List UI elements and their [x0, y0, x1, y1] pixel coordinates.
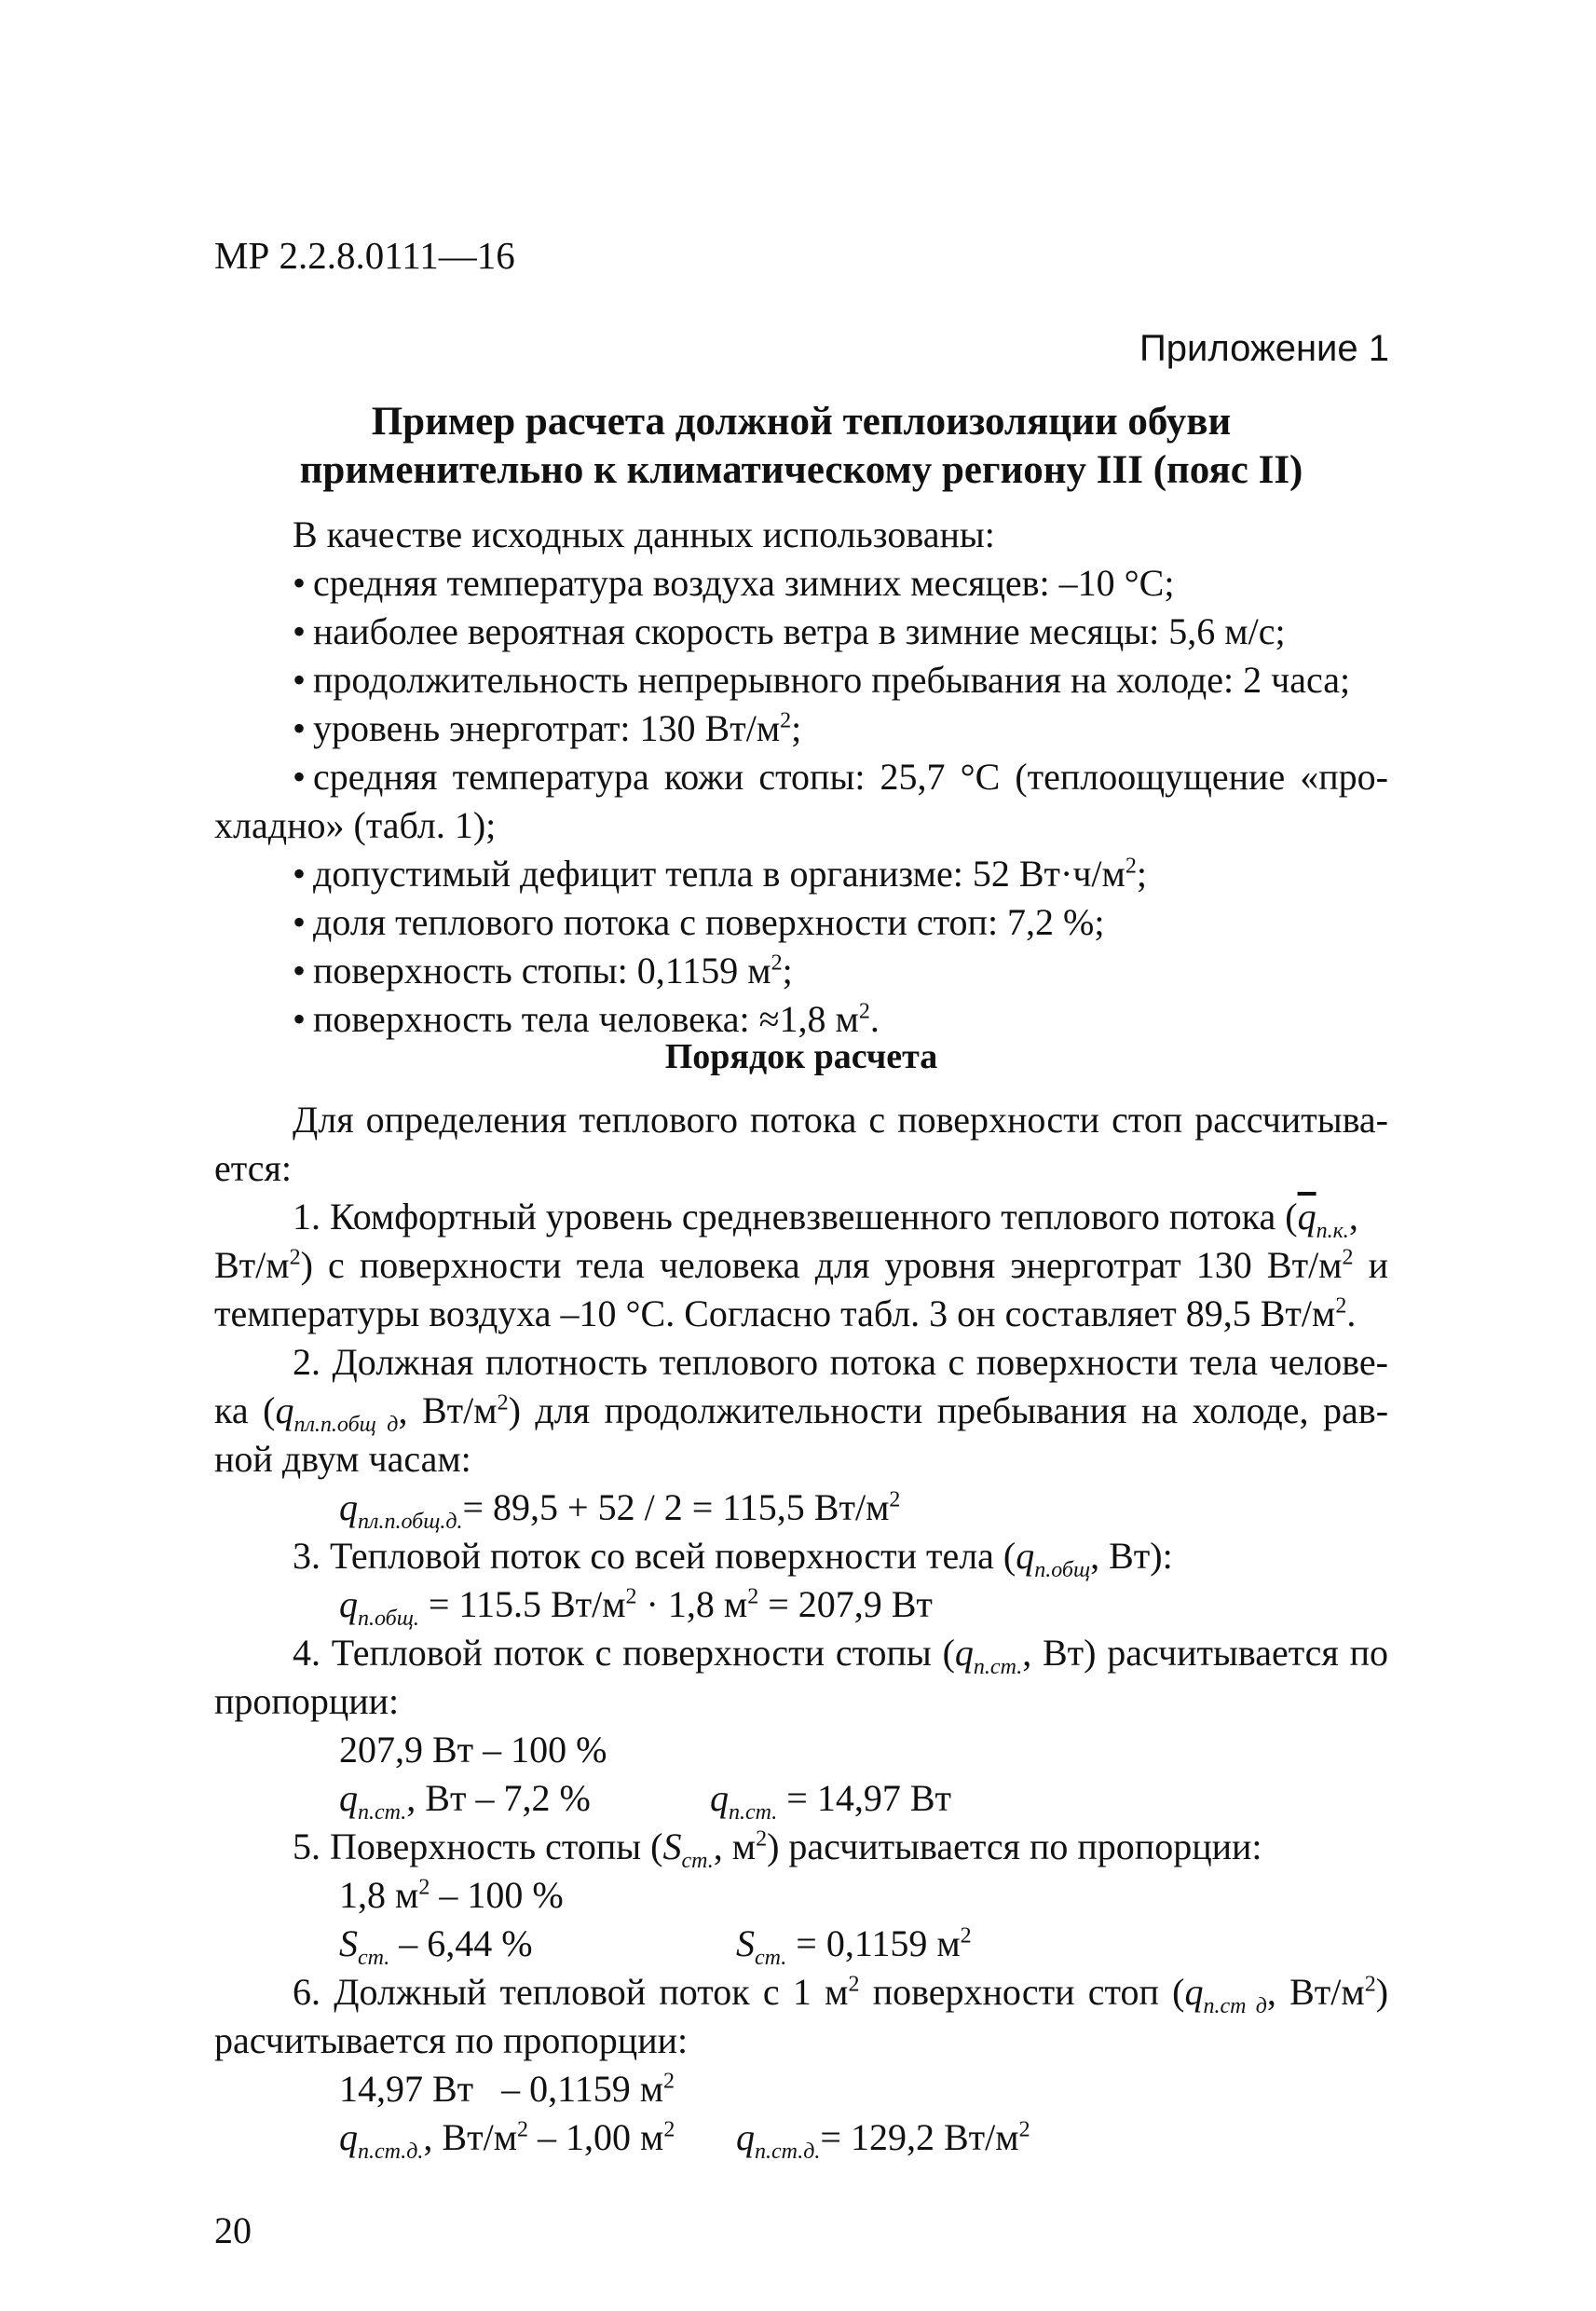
bullet-icon: •	[293, 998, 307, 1040]
step-2-line-1: 2. Должная плотность теплового потока с поверхности тела челове-	[293, 1341, 1388, 1383]
bullet-icon: •	[293, 901, 307, 943]
step-2-line-3: ной двум часам:	[214, 1438, 471, 1480]
procedure-intro-cont: ется:	[214, 1147, 292, 1189]
formula-4b: $S_{ст.} - 6,44$ %	[339, 1922, 533, 1970]
formula-2: $q_{п.общ.} = 115.5$ $Вт/м^2 \cdot 1,8$ $м^2 = 207,9$ Вт	[339, 1583, 933, 1631]
step-1-line-1: 1. Комфортный уровень средневзвешенного теплового потока ($\overline{q}_{п.к.}$,	[293, 1196, 1358, 1243]
step-1-line-2: $Вт/м^2$) с поверхности тела человека для уровня энерготрат 130 $Вт/м^2$ и	[214, 1244, 1388, 1286]
bullet-air-temperature: • средняя температура воздуха зимних месяцев: –10 °С;	[293, 562, 1175, 604]
formula-4c: $S_{ст.} = 0,1159$ $м^2$	[736, 1922, 972, 1970]
step-6-line-1: 6. Должный тепловой поток с 1 $м^2$ поверхности стоп ($q_{п.ст д}$, $Вт/м^2$)	[293, 1971, 1389, 2018]
appendix-label: Приложение 1	[1139, 328, 1389, 369]
formula-3a: 207,9 Вт – 100 %	[339, 1729, 607, 1771]
bullet-foot-flow-share: • доля теплового потока с поверхности стоп: 7,2 %;	[293, 901, 1105, 943]
bullet-icon: •	[293, 562, 307, 604]
bullet-icon: •	[293, 853, 307, 895]
bullet-icon: •	[293, 707, 307, 749]
formula-4a: 1,8 $м^2 - 100$ %	[339, 1874, 564, 1916]
bullet-duration: • продолжительность непрерывного пребывания на холоде: 2 часа;	[293, 659, 1351, 701]
formula-5b: $q_{п.ст.д.}$, $Вт/м^2 - 1,00$ $м^2$	[339, 2116, 675, 2164]
step-4-line-2: пропорции:	[214, 1680, 400, 1722]
formula-5a: 14,97 Вт – 0,1159 $м^2$	[339, 2068, 675, 2110]
formula-3c: $q_{п.ст.} = 14,97$ Вт	[710, 1777, 951, 1825]
section-heading: Порядок расчета	[664, 1037, 938, 1076]
procedure-intro: Для определения теплового потока с поверхности стоп рассчитыва-	[293, 1099, 1388, 1141]
bullet-heat-deficit: • допустимый дефицит тепла в организме: 52 $Вт\cdot ч/м^2$;	[293, 853, 1147, 895]
step-5: 5. Поверхность стопы ($S_{ст.}$, $м^2$) расчитывается по пропорции:	[293, 1826, 1262, 1873]
step-1-line-3: температуры воздуха –10 °С. Согласно табл. 3 он составляет 89,5 $Вт/м^2$.	[214, 1292, 1357, 1334]
bullet-icon: •	[293, 659, 307, 701]
formula-5c: $q_{п.ст.д.}= 129,2$ $Вт/м^2$	[736, 2116, 1030, 2164]
formula-1: $q_{пл.п.общ.д.}= 89,5 + 52 / 2 = 115,5$ $Вт/м^2$	[339, 1486, 901, 1534]
bullet-foot-surface: • поверхность стопы: 0,1159 $м^2$;	[293, 950, 793, 991]
bullet-wind-speed: • наиболее вероятная скорость ветра в зимние месяцы: 5,6 м/с;	[293, 610, 1286, 652]
bullet-icon: •	[293, 950, 307, 991]
bullet-icon: •	[293, 756, 307, 798]
bullet-skin-temperature-cont: хладно» (табл. 1);	[214, 804, 497, 846]
step-2-line-2: ка ($q_{пл.п.общ д}$, $Вт/м^2$) для продолжительности пребывания на холоде, рав-	[214, 1389, 1389, 1437]
title-line-1: Пример расчета должной теплоизоляции обуви	[371, 400, 1232, 444]
bullet-skin-temperature: • средняя температура кожи стопы: 25,7 °С (теплоощущение «про-	[293, 756, 1388, 798]
formula-3b: $q_{п.ст.}$, Вт – 7,2 %	[339, 1777, 591, 1825]
bullet-body-surface: • поверхность тела человека: ≈1,8 $м^2$.	[293, 998, 880, 1040]
bullet-icon: •	[293, 610, 307, 652]
intro-paragraph: В качестве исходных данных использованы:	[293, 513, 995, 555]
step-3: 3. Тепловой поток со всей поверхности тела ($q_{п.общ}$, Вт):	[293, 1535, 1173, 1582]
bullet-energy: • уровень энерготрат: 130 $Вт/м^2$;	[293, 707, 802, 749]
step-4-line-1: 4. Тепловой поток с поверхности стопы ($q_{п.ст.}$, Вт) расчитывается по	[293, 1632, 1389, 1679]
step-6-line-2: расчитывается по пропорции:	[214, 2019, 689, 2061]
title-line-2: применительно к климатическому региону III (пояс II)	[299, 448, 1303, 492]
page-number: 20	[214, 2209, 252, 2251]
document-id: МР 2.2.8.0111—16	[214, 234, 515, 277]
